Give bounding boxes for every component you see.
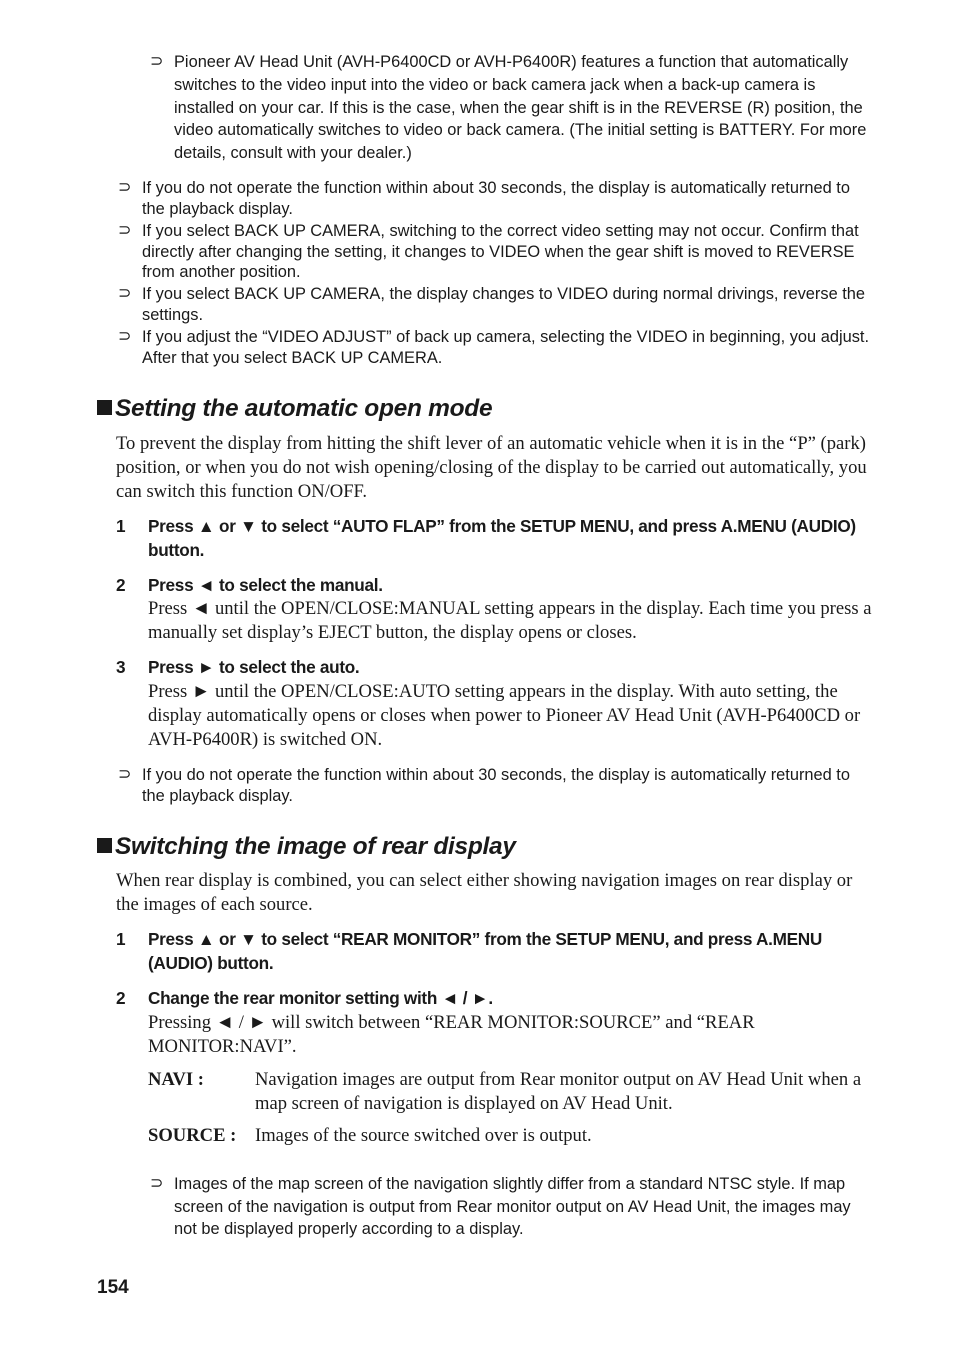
note-text: Pioneer AV Head Unit (AVH-P6400CD or AVH-P6400R) features a function that automatically switches to the video input into the video or back camera jack when a back-up camera is installed on your car. If this is the case, when the gear shift is in the REVERSE (R) position, the video automatically switches to video or back camera. (The initial setting is BATTERY. For more details, consult with your dealer.) — [174, 53, 867, 163]
step-body: Pressing ◄ / ► will switch between “REAR MONITOR:SOURCE” and “REAR MONITOR:NAVI”. — [148, 1012, 755, 1057]
step-title: Press ▲ or ▼ to select “AUTO FLAP” from the SETUP MENU, and press A.MENU (AUDIO) button. — [148, 516, 856, 560]
note-text: If you do not operate the function within about 30 seconds, the display is automatically returned to the playback display. — [142, 179, 850, 218]
note-text: If you select BACK UP CAMERA, the display changes to VIDEO during normal drivings, reverse the settings. — [142, 285, 866, 324]
section-heading-auto-open — [97, 394, 492, 424]
section-heading-rear-display — [97, 832, 516, 862]
note-timeout — [118, 178, 877, 219]
note-ntsc — [150, 1173, 874, 1241]
note-text: Images of the map screen of the navigation slightly differ from a standard NTSC style. If map screen of the navigation is output from Rear monitor output on AV Head Unit, the images may not be displayed properly according to a display. — [174, 1175, 851, 1238]
square-bullet-icon — [97, 838, 112, 853]
definition-term-navi: NAVI : — [148, 1069, 204, 1090]
step-number: 3 — [116, 657, 126, 677]
square-bullet-icon — [97, 400, 112, 415]
note-auto-switch — [150, 51, 874, 165]
section-title: Setting the automatic open mode — [115, 395, 493, 422]
note-arrow-icon: ⊃ — [118, 285, 132, 302]
note-arrow-icon: ⊃ — [118, 222, 132, 239]
step-number: 1 — [116, 516, 126, 536]
section-title: Switching the image of rear display — [115, 833, 516, 860]
note-arrow-icon: ⊃ — [150, 53, 164, 70]
step-body: Press ► until the OPEN/CLOSE:AUTO setting appears in the display. With auto setting, the display automatically opens or closes when power to Pioneer AV Head Unit (AVH-P6400CD or AVH-P6400R) is switched ON. — [148, 681, 861, 750]
note-video-adjust — [118, 327, 877, 368]
note-arrow-icon: ⊃ — [118, 179, 132, 196]
section-intro: When rear display is combined, you can select either showing navigation images on rear display or the images of each source. — [116, 870, 853, 915]
step-title: Press ▲ or ▼ to select “REAR MONITOR” from the SETUP MENU, and press A.MENU (AUDIO) button. — [148, 929, 823, 973]
note-text: If you adjust the “VIDEO ADJUST” of back up camera, selecting the VIDEO in beginning, you adjust. After that you select BACK UP CAMERA. — [142, 328, 870, 367]
note-back-up-camera-confirm — [118, 221, 877, 283]
note-back-up-camera-driving — [118, 284, 877, 325]
definition-desc-navi: Navigation images are output from Rear monitor output on AV Head Unit when a map screen of navigation is displayed on AV Head Unit. — [255, 1069, 862, 1114]
note-arrow-icon: ⊃ — [150, 1175, 164, 1192]
note-text: If you select BACK UP CAMERA, switching to the correct video setting may not occur. Confirm that directly after changing the setting, it changes to VIDEO when the gear shift is moved to REVERSE from another position. — [142, 222, 859, 282]
step-number: 2 — [116, 575, 126, 595]
note-arrow-icon: ⊃ — [118, 328, 132, 345]
section-intro: To prevent the display from hitting the shift lever of an automatic vehicle when it is in the “P” (park) position, or when you do not wish opening/closing of the display to be carried out automatically, you can switch this function ON/OFF. — [116, 433, 867, 502]
step-number: 2 — [116, 988, 126, 1008]
note-auto-open-timeout — [118, 765, 877, 806]
step-body: Press ◄ until the OPEN/CLOSE:MANUAL setting appears in the display. Each time you press a manually set display’s EJECT button, the display opens or closes. — [148, 598, 872, 643]
note-arrow-icon: ⊃ — [118, 766, 132, 783]
step-title: Press ◄ to select the manual. — [148, 575, 383, 595]
page-number: 154 — [97, 1277, 129, 1298]
definition-term-source: SOURCE : — [148, 1125, 237, 1146]
note-text: If you do not operate the function within about 30 seconds, the display is automatically returned to the playback display. — [142, 766, 850, 805]
definition-desc-source: Images of the source switched over is output. — [255, 1125, 592, 1146]
step-title: Change the rear monitor setting with ◄ / ►. — [148, 988, 493, 1008]
step-number: 1 — [116, 929, 126, 949]
step-title: Press ► to select the auto. — [148, 657, 360, 677]
